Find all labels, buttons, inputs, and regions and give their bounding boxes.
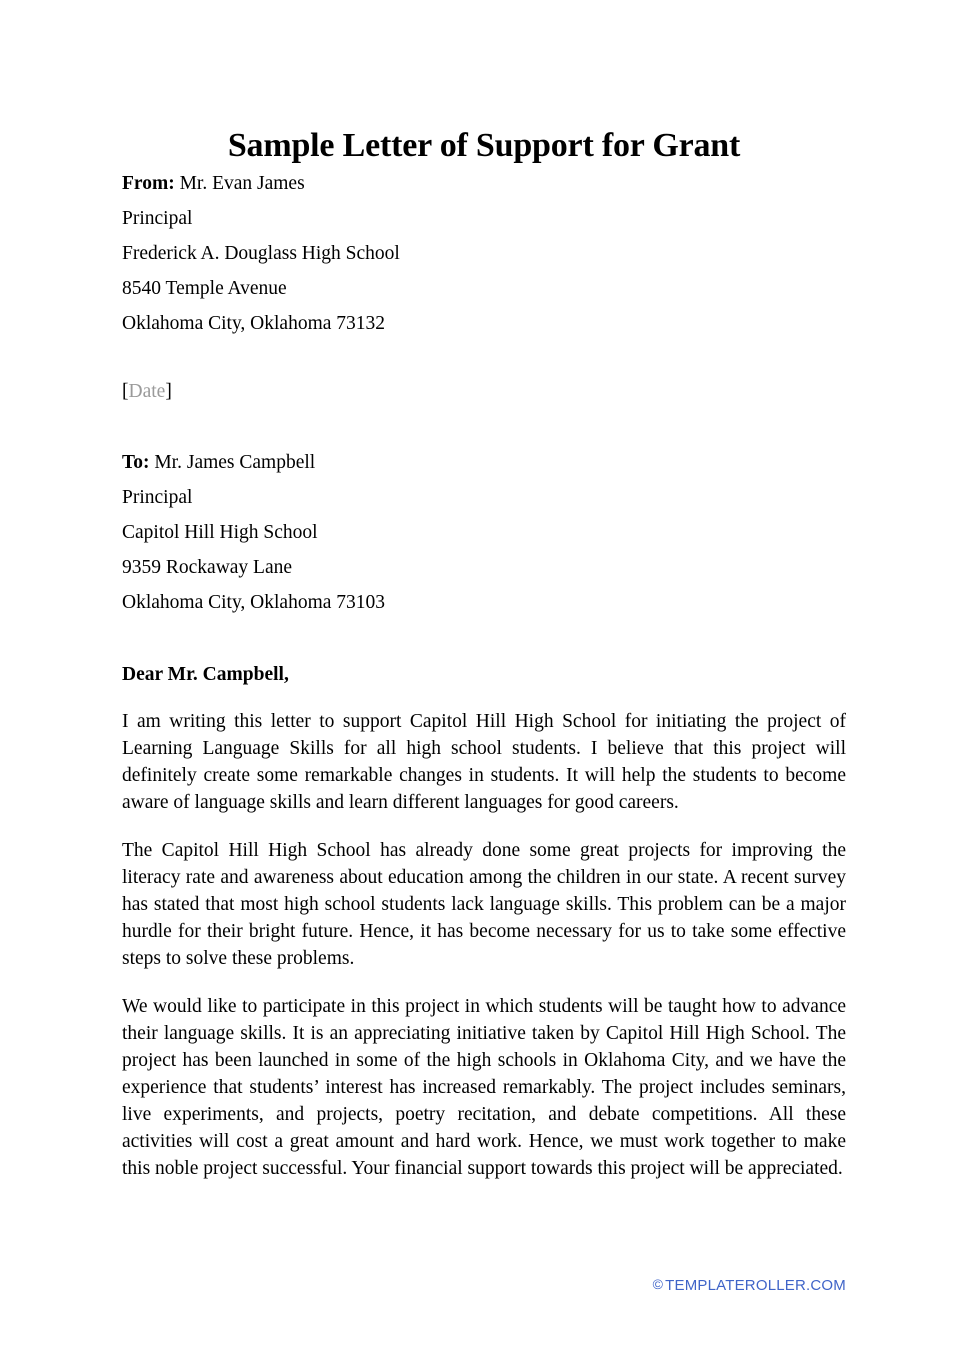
date-placeholder-line — [122, 374, 846, 409]
body-paragraph: The Capitol Hill High School has already done some great projects for improving the literacy rate and awareness about education among the children in our state. A recent survey has stated that most high school students lack language skills. This problem can be a major hurdle for their bright future. Hence, it has become necessary for us to take some effective steps to solve these problems. — [122, 840, 846, 969]
sender-organization: Frederick A. Douglass High School — [122, 243, 400, 264]
recipient-label: To: — [122, 452, 150, 473]
recipient-city-state-zip: Oklahoma City, Oklahoma 73103 — [122, 592, 386, 613]
body-paragraph: I am writing this letter to support Capitol Hill High School for initiating the project of Learning Language Skills for all high school students. I believe that this project will definitely create some remarkable changes in students. It will help the students to become aware of language skills and learn different languages for good careers. — [122, 711, 846, 813]
page-title: Sample Letter of Support for Grant — [227, 127, 741, 164]
date-close-bracket: ] — [165, 381, 172, 402]
sender-name-line — [122, 166, 846, 201]
sender-address-block — [122, 166, 846, 341]
recipient-title: Principal — [122, 487, 193, 508]
salutation: Dear Mr. Campbell, — [122, 664, 289, 685]
date-placeholder[interactable]: Date — [128, 381, 166, 402]
sender-label: From: — [122, 173, 175, 194]
footer-site-name: TEMPLATEROLLER.COM — [665, 1277, 846, 1294]
spacer-before-date — [122, 341, 846, 374]
sender-name: Mr. Evan James — [179, 173, 305, 194]
recipient-address-block — [122, 445, 846, 620]
spacer-before-recipient — [122, 409, 846, 445]
recipient-name: Mr. James Campbell — [154, 452, 316, 473]
copyright-icon: © — [652, 1276, 664, 1292]
recipient-organization: Capitol Hill High School — [122, 522, 318, 543]
recipient-name-line — [122, 445, 846, 480]
body-paragraph: We would like to participate in this project in which students will be taught how to advance their language skills. It is an appreciating initiative taken by Capitol Hill High School. The project has been launched in some of the high schools in Oklahoma City, and we have the experience that students’ interest has increased remarkably. The project includes seminars, live experiments, and projects, poetry recitation, and debate competitions. All these activities will cost a great amount and hard work. Hence, we must work together to make this noble project successful. Your financial support towards this project will be appreciated. — [122, 996, 846, 1179]
sender-street: 8540 Temple Avenue — [122, 278, 287, 299]
footer-watermark — [122, 1274, 846, 1296]
date-open-bracket: [ — [122, 381, 129, 402]
letter-content — [122, 0, 846, 1182]
spacer-before-body — [122, 688, 846, 708]
sender-title: Principal — [122, 208, 193, 229]
recipient-street: 9359 Rockaway Lane — [122, 557, 293, 578]
spacer-before-salutation — [122, 620, 846, 662]
sender-city-state-zip: Oklahoma City, Oklahoma 73132 — [122, 313, 386, 334]
